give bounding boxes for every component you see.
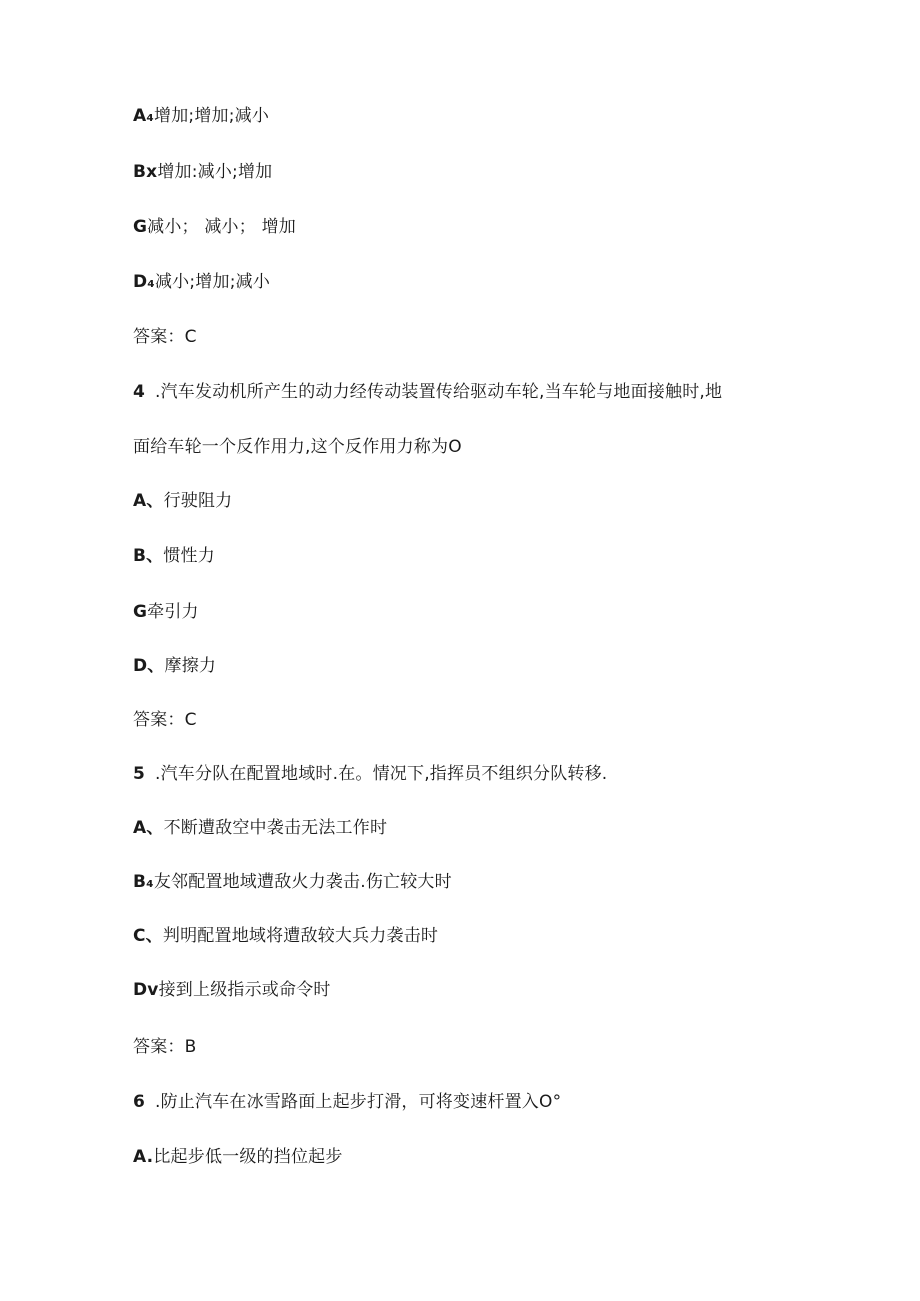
answer-q3 bbox=[133, 326, 197, 348]
option-c-q5 bbox=[133, 925, 438, 947]
question-5 bbox=[133, 763, 607, 785]
option-mark: Bx bbox=[133, 162, 158, 182]
option-text: 接到上级指示或命令时 bbox=[158, 980, 331, 1000]
option-mark: G bbox=[133, 602, 148, 622]
option-mark: D₄ bbox=[133, 272, 155, 292]
question-text: .防止汽车在冰雪路面上起步打滑，可将变速杆置入O° bbox=[155, 1092, 562, 1112]
option-mark: B₄ bbox=[133, 872, 154, 892]
answer-text: 答案：B bbox=[133, 1037, 197, 1057]
answer-q4 bbox=[133, 709, 197, 731]
option-text: 摩擦力 bbox=[164, 656, 217, 676]
question-4 bbox=[133, 381, 722, 403]
option-b-q4 bbox=[133, 545, 215, 567]
option-a-q4 bbox=[133, 490, 232, 512]
option-text: 增加:减小;增加 bbox=[157, 162, 273, 182]
option-mark: D、 bbox=[133, 656, 165, 676]
option-text: 惯性力 bbox=[163, 546, 215, 566]
question-text: .汽车分队在配置地域时.在。情况下,指挥员不组织分队转移. bbox=[155, 764, 608, 784]
option-text: 增加;增加;减小 bbox=[154, 106, 270, 126]
option-text: 减小;增加;减小 bbox=[154, 272, 271, 292]
question-number: 4 bbox=[133, 382, 146, 402]
option-d-q5 bbox=[133, 979, 331, 1001]
option-a-q6 bbox=[133, 1146, 343, 1168]
option-text: 减小； 减小； 增加 bbox=[147, 217, 296, 237]
option-c-q4 bbox=[133, 601, 199, 623]
option-a-q3 bbox=[133, 105, 269, 127]
answer-text: 答案：C bbox=[133, 327, 197, 347]
option-mark: C、 bbox=[133, 926, 163, 946]
question-number: 5 bbox=[133, 764, 146, 784]
option-mark: A₄ bbox=[133, 106, 155, 126]
option-mark: Dv bbox=[133, 980, 159, 1000]
option-mark: B、 bbox=[133, 546, 164, 566]
answer-text: 答案：C bbox=[133, 710, 197, 730]
option-mark: A、 bbox=[133, 818, 164, 838]
answer-q5 bbox=[133, 1036, 196, 1058]
option-text: 行驶阻力 bbox=[163, 491, 233, 511]
option-text: 比起步低一级的挡位起步 bbox=[153, 1147, 343, 1167]
option-c-q3 bbox=[133, 216, 296, 238]
question-text: 面给车轮一个反作用力,这个反作用力称为O bbox=[133, 437, 462, 457]
option-mark: A、 bbox=[133, 491, 164, 511]
option-a-q5 bbox=[133, 817, 387, 839]
question-text: .汽车发动机所产生的动力经传动装置传给驱动车轮,当车轮与地面接触时,地 bbox=[155, 382, 723, 402]
question-number: 6 bbox=[133, 1092, 146, 1112]
option-mark: A. bbox=[133, 1147, 154, 1167]
option-mark: G bbox=[133, 217, 148, 237]
option-b-q3 bbox=[133, 161, 272, 183]
option-text: 不断遭敌空中袭击无法工作时 bbox=[163, 818, 388, 838]
option-text: 牵引力 bbox=[147, 602, 199, 622]
option-d-q3 bbox=[133, 271, 270, 293]
option-text: 友邻配置地域遭敌火力袭击.伤亡较大时 bbox=[153, 872, 452, 892]
option-d-q4 bbox=[133, 655, 216, 677]
question-6 bbox=[133, 1091, 561, 1113]
option-text: 判明配置地域将遭敌较大兵力袭击时 bbox=[162, 926, 439, 946]
question-4-continued bbox=[133, 436, 462, 458]
option-b-q5 bbox=[133, 871, 452, 893]
